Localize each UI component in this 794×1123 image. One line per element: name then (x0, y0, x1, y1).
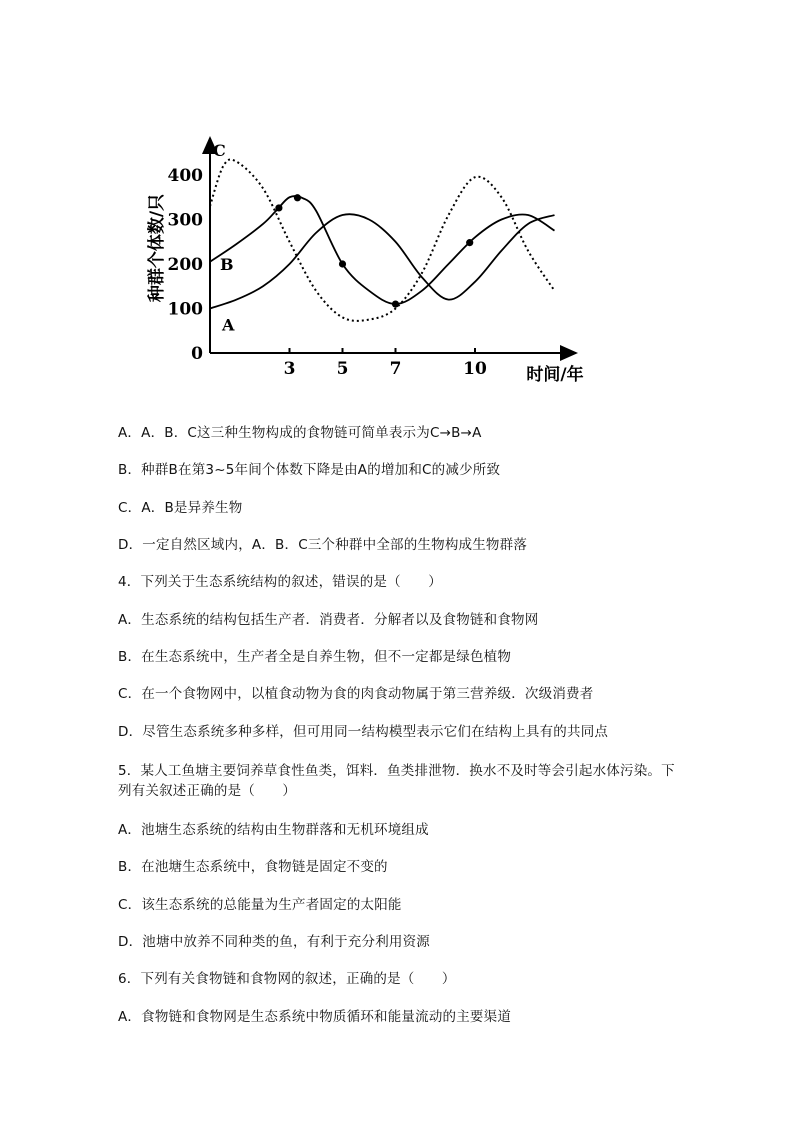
population-chart (140, 130, 610, 390)
x-tick-label: 5 (336, 359, 349, 379)
q3-option-d: D．一定自然区域内，A．B．C三个种群中全部的生物构成生物群落 (118, 537, 528, 553)
y-tick-label: 100 (167, 299, 203, 320)
q4-option-a: A．生态系统的结构包括生产者．消费者．分解者以及食物链和食物网 (118, 612, 539, 628)
series-label-a: A (222, 315, 235, 335)
q3-option-b: B．种群B在第3~5年间个体数下降是由A的增加和C的减少所致 (118, 462, 501, 478)
y-tick-label: 300 (167, 210, 203, 231)
data-point (275, 204, 282, 211)
q4-option-d: D．尽管生态系统多种多样，但可用同一结构模型表示它们在结构上具有的共同点 (118, 724, 609, 740)
series-labels (213, 141, 235, 335)
q4-stem: 4．下列关于生态系统结构的叙述，错误的是（ ） (118, 574, 442, 590)
y-tick-label: 400 (167, 166, 203, 186)
q4-option-c: C．在一个食物网中，以植食动物为食的肉食动物属于第三营养级．次级消费者 (118, 686, 594, 702)
series-line-c (210, 159, 555, 320)
x-axis-label: 时间/年 (526, 365, 584, 385)
x-tick-label: 3 (283, 359, 296, 379)
q5-option-c: C．该生态系统的总能量为生产者固定的太阳能 (118, 897, 402, 913)
y-ticks (168, 166, 204, 364)
y-axis-label: 种群个体数/只 (147, 193, 167, 303)
series-label-b: B (220, 254, 234, 274)
q5-stem: 5．某人工鱼塘主要饲养草食性鱼类，饵料．鱼类排泄物．换水不及时等会引起水体污染。下列有关叙述正确的是（ ） (118, 763, 675, 799)
y-tick-label: 200 (167, 255, 203, 275)
data-point (392, 300, 399, 307)
q6-stem: 6．下列有关食物链和食物网的叙述，正确的是（ ） (118, 971, 456, 987)
q6-option-a: A．食物链和食物网是生态系统中物质循环和能量流动的主要渠道 (118, 1009, 512, 1025)
chart-svg (140, 130, 610, 390)
data-point (294, 194, 301, 201)
y-tick-label: 0 (191, 344, 203, 364)
data-point (466, 239, 473, 246)
data-point (339, 260, 346, 267)
q3-option-a: A．A．B．C这三种生物构成的食物链可简单表示为C→B→A (118, 425, 482, 441)
series-group (210, 159, 555, 320)
x-tick-label: 10 (463, 359, 487, 379)
x-tick-label: 7 (389, 359, 402, 379)
q4-option-b: B．在生态系统中，生产者全是自养生物，但不一定都是绿色植物 (118, 649, 512, 665)
series-label-c: C (213, 141, 226, 160)
q3-option-c: C．A．B是异养生物 (118, 500, 243, 516)
q5-option-d: D．池塘中放养不同种类的鱼，有利于充分利用资源 (118, 934, 430, 950)
series-line-a (210, 214, 555, 308)
q5-option-a: A．池塘生态系统的结构由生物群落和无机环境组成 (118, 822, 429, 838)
q5-option-b: B．在池塘生态系统中，食物链是固定不变的 (118, 859, 388, 875)
